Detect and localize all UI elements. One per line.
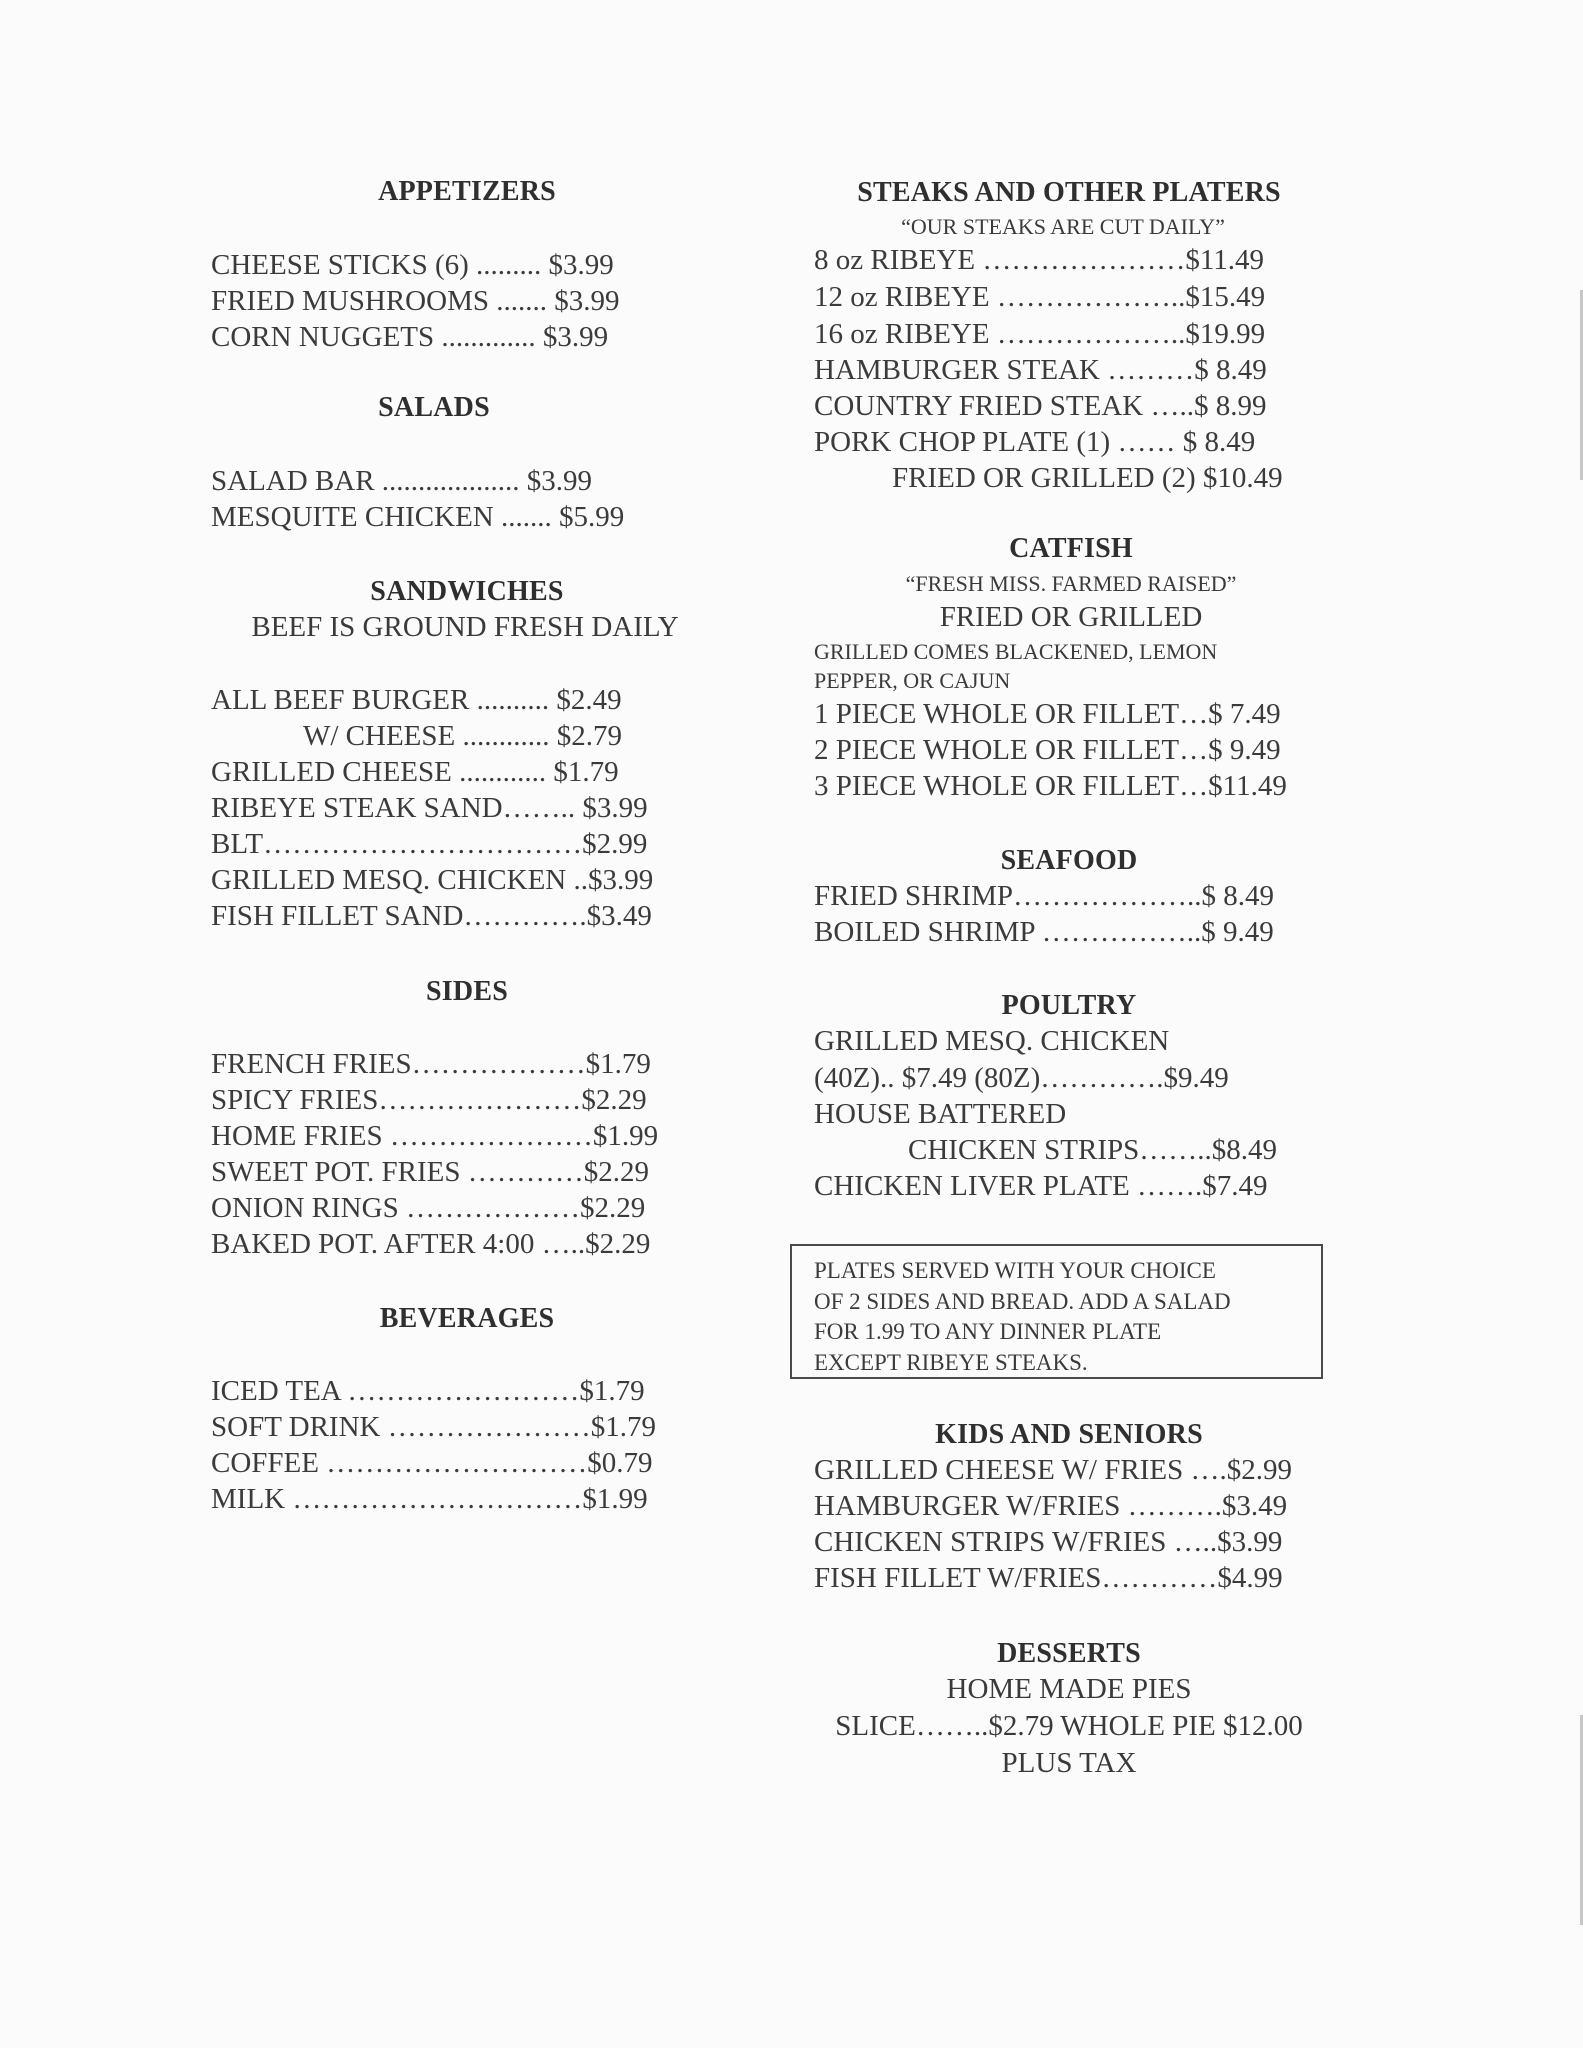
menu-item: HAMBURGER STEAK ………$ 8.49 — [814, 354, 1267, 386]
plates-served-note — [790, 1244, 1323, 1379]
menu-item: RIBEYE STEAK SAND…….. $3.99 — [211, 792, 648, 824]
menu-item: 16 oz RIBEYE ………………..$19.99 — [814, 318, 1266, 350]
dessert-line: SLICE……..$2.79 WHOLE PIE $12.00 — [835, 1710, 1303, 1742]
section-heading-sandwiches: SANDWICHES — [370, 576, 564, 607]
menu-item: FRIED OR GRILLED (2) $10.49 — [892, 462, 1283, 494]
menu-item: 12 oz RIBEYE ………………..$15.49 — [814, 281, 1266, 313]
menu-item: SOFT DRINK …………………$1.79 — [211, 1411, 656, 1443]
menu-item: 2 PIECE WHOLE OR FILLET…$ 9.49 — [814, 734, 1281, 766]
menu-item: BOILED SHRIMP ……………..$ 9.49 — [814, 916, 1274, 948]
menu-item: FISH FILLET W/FRIES…………$4.99 — [814, 1562, 1283, 1594]
note-line: PLATES SERVED WITH YOUR CHOICE — [814, 1258, 1216, 1283]
menu-item: GRILLED MESQ. CHICKEN ..$3.99 — [211, 864, 654, 896]
dessert-line: HOME MADE PIES — [946, 1673, 1192, 1705]
dessert-line: PLUS TAX — [1001, 1747, 1137, 1779]
menu-item: GRILLED CHEESE W/ FRIES ….$2.99 — [814, 1454, 1292, 1486]
menu-item: FRIED SHRIMP………………..$ 8.49 — [814, 880, 1275, 912]
menu-item: W/ CHEESE ............ $2.79 — [303, 720, 622, 752]
menu-note: GRILLED COMES BLACKENED, LEMON — [814, 639, 1218, 664]
menu-note: PEPPER, OR CAJUN — [814, 668, 1011, 693]
menu-item: FISH FILLET SAND………….$3.49 — [211, 900, 652, 932]
menu-item: MESQUITE CHICKEN ....... $5.99 — [211, 501, 625, 533]
menu-item: ALL BEEF BURGER .......... $2.49 — [211, 684, 622, 716]
section-heading-catfish: CATFISH — [1009, 533, 1133, 564]
section-heading-beverages: BEVERAGES — [379, 1303, 555, 1334]
section-heading-kids-seniors: KIDS AND SENIORS — [935, 1419, 1203, 1450]
section-heading-appetizers: APPETIZERS — [378, 176, 556, 207]
menu-item: HOUSE BATTERED — [814, 1098, 1067, 1130]
menu-item: SALAD BAR ................... $3.99 — [211, 465, 593, 497]
note-line: FOR 1.99 TO ANY DINNER PLATE — [814, 1319, 1162, 1344]
menu-item: PORK CHOP PLATE (1) …… $ 8.49 — [814, 426, 1256, 458]
section-subtitle: “FRESH MISS. FARMED RAISED” — [905, 571, 1237, 596]
menu-item: GRILLED CHEESE ............ $1.79 — [211, 756, 619, 788]
menu-item: 8 oz RIBEYE …………………$11.49 — [814, 244, 1265, 276]
menu-item: SPICY FRIES…………………$2.29 — [211, 1084, 647, 1116]
menu-item: 3 PIECE WHOLE OR FILLET…$11.49 — [814, 770, 1287, 802]
menu-item: HAMBURGER W/FRIES ……….$3.49 — [814, 1490, 1288, 1522]
menu-item: COUNTRY FRIED STEAK …..$ 8.99 — [814, 390, 1267, 422]
note-line: EXCEPT RIBEYE STEAKS. — [814, 1349, 1088, 1375]
menu-item: ONION RINGS ………………$2.29 — [211, 1192, 646, 1224]
section-heading-desserts: DESSERTS — [997, 1638, 1141, 1669]
menu-item: GRILLED MESQ. CHICKEN — [814, 1025, 1170, 1057]
menu-item: CHICKEN STRIPS……..$8.49 — [908, 1134, 1277, 1166]
menu-item: FRENCH FRIES………………$1.79 — [211, 1048, 651, 1080]
menu-item: CHICKEN STRIPS W/FRIES …..$3.99 — [814, 1526, 1283, 1558]
menu-item: MILK …………………………$1.99 — [211, 1483, 648, 1515]
menu-item: (40Z).. $7.49 (80Z)………….$9.49 — [814, 1062, 1229, 1094]
section-subtitle: BEEF IS GROUND FRESH DAILY — [251, 611, 679, 643]
section-subtitle: FRIED OR GRILLED — [939, 601, 1203, 633]
section-subtitle: “OUR STEAKS ARE CUT DAILY” — [901, 214, 1225, 239]
note-line: OF 2 SIDES AND BREAD. ADD A SALAD — [814, 1288, 1231, 1314]
menu-item: CORN NUGGETS ............. $3.99 — [211, 321, 609, 353]
menu-item: 1 PIECE WHOLE OR FILLET…$ 7.49 — [814, 698, 1281, 730]
menu-item: CHICKEN LIVER PLATE …….$7.49 — [814, 1170, 1268, 1202]
section-heading-poultry: POULTRY — [1001, 990, 1137, 1021]
section-heading-seafood: SEAFOOD — [1000, 845, 1138, 876]
menu-item: FRIED MUSHROOMS ....... $3.99 — [211, 285, 620, 317]
menu-item: HOME FRIES …………………$1.99 — [211, 1120, 659, 1152]
menu-item: SWEET POT. FRIES …………$2.29 — [211, 1156, 649, 1188]
section-heading-sides: SIDES — [426, 976, 508, 1007]
menu-item: BAKED POT. AFTER 4:00 …..$2.29 — [211, 1228, 651, 1260]
menu-item: COFFEE ………………………$0.79 — [211, 1447, 653, 1479]
section-heading-steaks: STEAKS AND OTHER PLATERS — [857, 177, 1281, 208]
menu-item: CHEESE STICKS (6) ......... $3.99 — [211, 249, 614, 281]
menu-item: ICED TEA ……………………$1.79 — [211, 1375, 645, 1407]
section-heading-salads: SALADS — [378, 392, 490, 423]
menu-item: BLT……………………………$2.99 — [211, 828, 648, 860]
